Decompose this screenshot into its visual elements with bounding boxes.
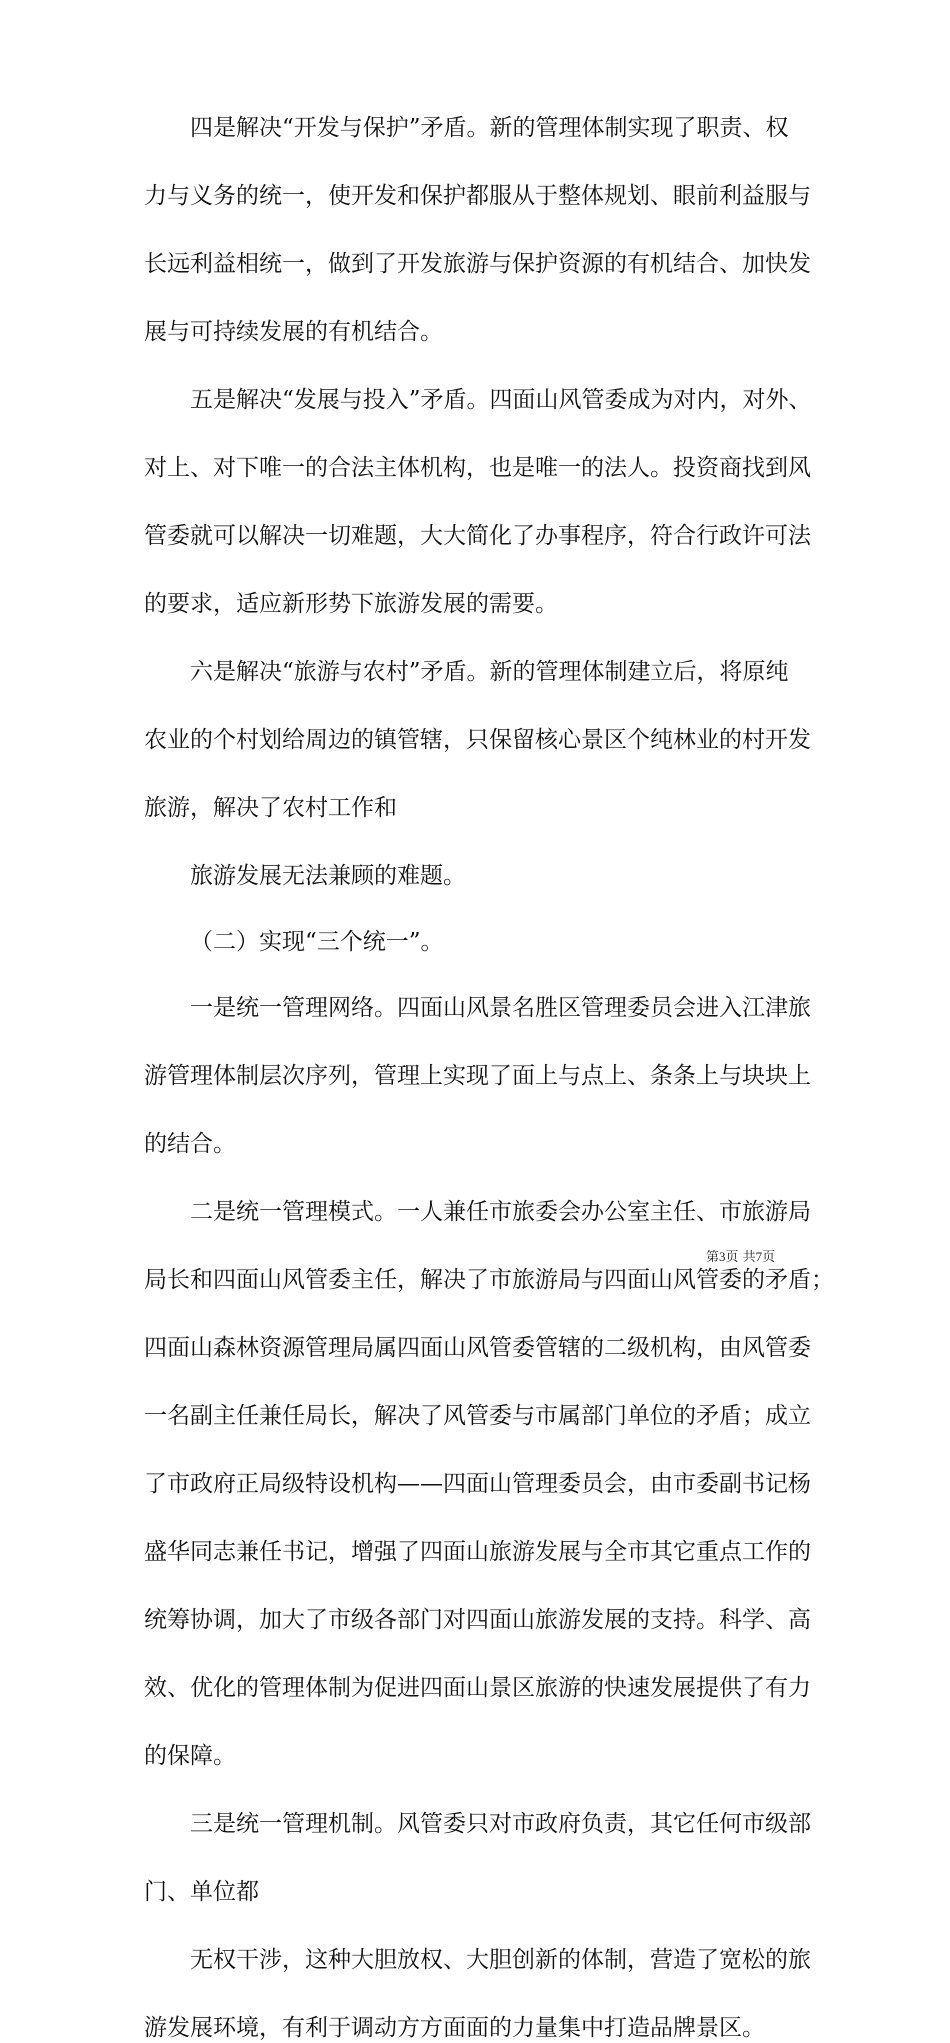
text-line: 的保障。 [144, 1743, 236, 1769]
paragraph-continuation [144, 861, 824, 891]
text-line: 旅游，解决了农村工作和 [144, 795, 397, 821]
text-line: 四面山森林资源管理局属四面山风管委管辖的二级机构，由风管委 [144, 1335, 811, 1361]
page-middle: 页 共 [725, 1250, 756, 1265]
text-line: 五是解决“发展与投入”矛盾。四面山风管委成为对内，对外、 [190, 387, 812, 413]
text-line: 统筹协调，加大了市级各部门对四面山旅游发展的支持。科学、高 [144, 1607, 811, 1633]
paragraph-unified-mode [144, 1197, 834, 1771]
text-line: 六是解决“旅游与农村”矛盾。新的管理体制建立后，将原纯 [190, 659, 789, 685]
text-line: 管委就可以解决一切难题，大大简化了办事程序，符合行政许可法 [144, 523, 811, 549]
text-line: 农业的个村划给周边的镇管辖，只保留核心景区个纯林业的村开发 [144, 727, 811, 753]
text-line: 二是统一管理模式。一人兼任市旅委会办公室主任、市旅游局 [190, 1199, 811, 1225]
text-line: 局长和四面山风管委主任，解决了市旅游局与四面山风管委的矛盾； [144, 1267, 834, 1293]
text-line: 一是统一管理网络。四面山风景名胜区管理委员会进入江津旅 [190, 995, 811, 1021]
text-line: 对上、对下唯一的合法主体机构，也是唯一的法人。投资商找到风 [144, 455, 811, 481]
text-line: 门、单位都 [144, 1879, 259, 1905]
page-current: 3 [719, 1249, 726, 1264]
text-line: 无权干涉，这种大胆放权、大胆创新的体制，营造了宽松的旅 [190, 1947, 811, 1973]
section-title: （二）实现“三个统一”。 [190, 929, 444, 955]
paragraph-unified-network [144, 993, 824, 1159]
text-line: 展与可持续发展的有机结合。 [144, 319, 443, 345]
text-line: 的要求，适应新形势下旅游发展的需要。 [144, 591, 558, 617]
page-suffix: 页 [762, 1250, 776, 1265]
paragraph-unified-mechanism [144, 1809, 824, 1907]
text-line: 力与义务的统一，使开发和保护都服从于整体规划、眼前利益服与 [144, 183, 811, 209]
text-line: 游管理体制层次序列，管理上实现了面上与点上、条条上与块块上 [144, 1063, 811, 1089]
text-line: 三是统一管理机制。风管委只对市政府负责，其它任何市级部 [190, 1811, 811, 1837]
page-prefix: 第 [706, 1250, 720, 1265]
document-body [144, 113, 834, 2043]
text-line: 盛华同志兼任书记，增强了四面山旅游发展与全市其它重点工作的 [144, 1539, 811, 1565]
page-total: 7 [755, 1249, 763, 1264]
paragraph-continuation-mechanism [144, 1945, 824, 2043]
section-heading [144, 927, 824, 957]
text-line: 效、优化的管理体制为促进四面山景区旅游的快速发展提供了有力 [144, 1675, 811, 1701]
text-line: 长远利益相统一，做到了开发旅游与保护资源的有机结合、加快发 [144, 251, 811, 277]
text-line: 游发展环境，有利于调动方方面面的力量集中打造品牌景区。 [144, 2015, 765, 2041]
text-line: 的结合。 [144, 1131, 236, 1157]
text-line: 了市政府正局级特设机构——四面山管理委员会，由市委副书记杨 [144, 1471, 811, 1497]
page-number [706, 1246, 775, 1265]
paragraph-resolve-development-protection [144, 113, 824, 347]
text-line: 一名副主任兼任局长，解决了风管委与市属部门单位的矛盾；成立 [144, 1403, 811, 1429]
paragraph-resolve-development-investment [144, 385, 824, 619]
paragraph-resolve-tourism-rural [144, 657, 824, 823]
text-line: 旅游发展无法兼顾的难题。 [190, 863, 466, 889]
text-line: 四是解决“开发与保护”矛盾。新的管理体制实现了职责、权 [190, 115, 789, 141]
